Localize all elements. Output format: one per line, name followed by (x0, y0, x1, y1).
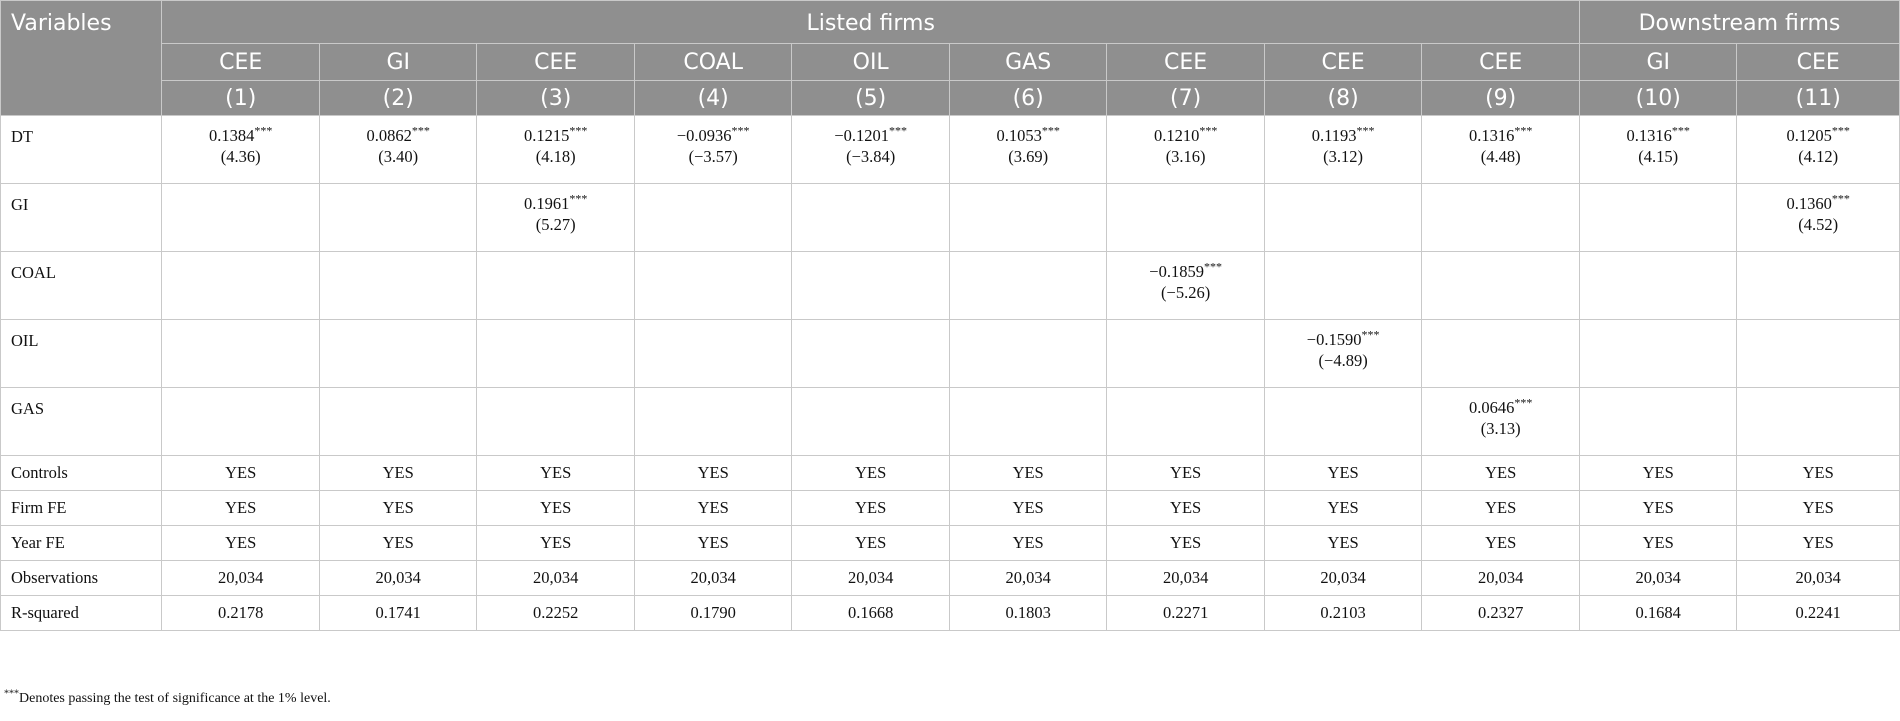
column-number-header: (7) (1107, 81, 1264, 116)
value-cell: YES (634, 456, 791, 491)
dependent-var-header: CEE (1264, 44, 1421, 81)
footnote-text: Denotes passing the test of significance at the 1% level. (19, 691, 331, 706)
row-label: Year FE (1, 526, 162, 561)
header-row-column-numbers (1, 81, 1900, 116)
dependent-var-header: CEE (1107, 44, 1264, 81)
significance-stars: *** (1514, 395, 1533, 410)
coefficient-value: 0.1316 (1468, 126, 1515, 145)
value-cell: YES (1107, 526, 1264, 561)
coefficient-value: 0.0646 (1468, 398, 1515, 417)
group-header-listed: Listed firms (162, 1, 1579, 44)
coefficient-cell (792, 388, 949, 456)
coefficient-estimate (1422, 125, 1579, 146)
value-cell: YES (319, 456, 476, 491)
significance-stars: *** (1831, 123, 1850, 138)
coefficient-cell (162, 320, 319, 388)
coefficient-cell (1107, 252, 1264, 320)
dependent-var-header: CEE (1422, 44, 1580, 81)
column-number-header: (11) (1737, 81, 1900, 116)
coefficient-cell (634, 184, 791, 252)
coefficient-value: 0.1961 (524, 194, 570, 213)
coefficient-cell (319, 320, 476, 388)
coefficient-cell (1579, 252, 1736, 320)
table-footnote (4, 688, 331, 707)
coefficient-cell (1737, 184, 1900, 252)
column-number-header: (1) (162, 81, 319, 116)
coefficient-cell (162, 116, 319, 184)
coefficient-value: −0.1859 (1149, 262, 1204, 281)
value-cell: YES (792, 491, 949, 526)
value-cell: YES (634, 526, 791, 561)
coefficient-cell (1264, 252, 1421, 320)
row-label: OIL (1, 320, 162, 388)
coefficient-cell (1422, 320, 1580, 388)
t-statistic: (3.40) (378, 147, 419, 166)
t-statistic: (3.13) (1480, 419, 1521, 438)
significance-stars: *** (411, 123, 430, 138)
coefficient-estimate (1737, 193, 1899, 214)
significance-stars: *** (889, 123, 907, 138)
value-cell: 20,034 (1579, 561, 1736, 596)
value-cell: YES (1107, 456, 1264, 491)
coefficient-cell (634, 320, 791, 388)
column-number-header: (3) (477, 81, 634, 116)
coefficient-cell (1737, 116, 1900, 184)
t-statistic: (4.48) (1480, 147, 1521, 166)
table-row-controls (1, 456, 1900, 491)
row-label: R-squared (1, 596, 162, 631)
value-cell: YES (949, 456, 1106, 491)
value-cell: 0.1668 (792, 596, 949, 631)
coefficient-estimate (792, 125, 948, 146)
coefficient-cell (1579, 320, 1736, 388)
value-cell: 0.2103 (1264, 596, 1421, 631)
column-number-header: (8) (1264, 81, 1421, 116)
coefficient-cell (319, 116, 476, 184)
coefficient-cell (1737, 252, 1900, 320)
value-cell: YES (319, 526, 476, 561)
coefficient-estimate (950, 125, 1106, 146)
dependent-var-header: OIL (792, 44, 949, 81)
coefficient-estimate (1422, 397, 1579, 418)
value-cell: 20,034 (477, 561, 634, 596)
row-label: Firm FE (1, 491, 162, 526)
coefficient-cell (162, 252, 319, 320)
value-cell: YES (1737, 526, 1900, 561)
t-statistic: (−3.57) (688, 147, 738, 166)
coefficient-value: −0.1201 (834, 126, 889, 145)
table-row-year-fe (1, 526, 1900, 561)
table-row-oil (1, 320, 1900, 388)
value-cell: YES (477, 526, 634, 561)
value-cell: 20,034 (319, 561, 476, 596)
coefficient-value: 0.1053 (996, 126, 1042, 145)
value-cell: YES (1264, 526, 1421, 561)
dependent-var-header: GI (319, 44, 476, 81)
value-cell: YES (1107, 491, 1264, 526)
coefficient-estimate (320, 125, 476, 146)
dependent-var-header: CEE (477, 44, 634, 81)
coefficient-cell (477, 320, 634, 388)
table-row-r-squared (1, 596, 1900, 631)
coefficient-cell (1737, 320, 1900, 388)
row-label: GI (1, 184, 162, 252)
value-cell: 20,034 (162, 561, 319, 596)
value-cell: 0.1741 (319, 596, 476, 631)
coefficient-cell (162, 184, 319, 252)
value-cell: YES (792, 456, 949, 491)
coefficient-value: 0.1205 (1786, 126, 1832, 145)
coefficient-cell (792, 252, 949, 320)
value-cell: YES (162, 491, 319, 526)
value-cell: 0.1790 (634, 596, 791, 631)
value-cell: 20,034 (634, 561, 791, 596)
coefficient-cell (1107, 116, 1264, 184)
coefficient-estimate (1107, 125, 1263, 146)
t-statistic: (4.12) (1798, 147, 1839, 166)
table-row-dt (1, 116, 1900, 184)
value-cell: 0.2178 (162, 596, 319, 631)
table-body (1, 116, 1900, 631)
column-number-header: (4) (634, 81, 791, 116)
column-number-header: (9) (1422, 81, 1580, 116)
coefficient-cell (319, 388, 476, 456)
coefficient-cell (162, 388, 319, 456)
column-number-header: (6) (949, 81, 1106, 116)
coefficient-cell (477, 388, 634, 456)
coefficient-estimate (1580, 125, 1736, 146)
coefficient-cell (477, 116, 634, 184)
t-statistic: (4.36) (220, 147, 261, 166)
value-cell: 0.2252 (477, 596, 634, 631)
value-cell: YES (1264, 491, 1421, 526)
dependent-var-header: COAL (634, 44, 791, 81)
value-cell: 20,034 (1107, 561, 1264, 596)
significance-stars: *** (1514, 123, 1533, 138)
coefficient-cell (1107, 320, 1264, 388)
value-cell: YES (162, 526, 319, 561)
coefficient-value: 0.1384 (209, 126, 255, 145)
coefficient-cell (1422, 184, 1580, 252)
coefficient-cell (1264, 320, 1421, 388)
value-cell: YES (949, 526, 1106, 561)
coefficient-cell (1422, 252, 1580, 320)
value-cell: 0.1684 (1579, 596, 1736, 631)
header-row-dependent-vars (1, 44, 1900, 81)
t-statistic: (4.52) (1798, 215, 1839, 234)
value-cell: YES (1422, 526, 1580, 561)
dependent-var-header: GI (1579, 44, 1736, 81)
value-cell: YES (1579, 456, 1736, 491)
value-cell: YES (319, 491, 476, 526)
value-cell: 20,034 (1264, 561, 1421, 596)
t-statistic: (5.27) (535, 215, 576, 234)
coefficient-value: 0.0862 (366, 126, 412, 145)
significance-stars: *** (254, 123, 273, 138)
value-cell: YES (792, 526, 949, 561)
t-statistic: (3.12) (1323, 147, 1364, 166)
significance-stars: *** (1671, 123, 1690, 138)
coefficient-cell (949, 388, 1106, 456)
significance-stars: *** (1356, 123, 1375, 138)
coefficient-cell (1107, 388, 1264, 456)
group-header-downstream: Downstream firms (1579, 1, 1899, 44)
value-cell: 0.2327 (1422, 596, 1580, 631)
variables-header: Variables (1, 1, 162, 116)
coefficient-estimate (1265, 125, 1421, 146)
coefficient-cell (792, 116, 949, 184)
significance-stars: *** (1831, 191, 1850, 206)
coefficient-cell (477, 184, 634, 252)
coefficient-cell (1579, 184, 1736, 252)
coefficient-value: 0.1210 (1153, 126, 1200, 145)
value-cell: 20,034 (949, 561, 1106, 596)
coefficient-cell (949, 184, 1106, 252)
table-row-observations (1, 561, 1900, 596)
dependent-var-header: CEE (162, 44, 319, 81)
value-cell: YES (477, 456, 634, 491)
coefficient-cell (634, 388, 791, 456)
coefficient-value: 0.1193 (1311, 126, 1357, 145)
coefficient-cell (1579, 116, 1736, 184)
value-cell: YES (634, 491, 791, 526)
value-cell: 20,034 (1422, 561, 1580, 596)
coefficient-cell (1107, 184, 1264, 252)
coefficient-cell (949, 252, 1106, 320)
header-row-groups (1, 1, 1900, 44)
t-statistic: (−3.84) (846, 147, 896, 166)
coefficient-cell (634, 116, 791, 184)
value-cell: YES (1737, 456, 1900, 491)
t-statistic: (3.16) (1165, 147, 1206, 166)
coefficient-estimate (162, 125, 318, 146)
coefficient-estimate (1107, 261, 1263, 282)
value-cell: YES (1579, 491, 1736, 526)
t-statistic: (−5.26) (1161, 283, 1211, 302)
table-row-gas (1, 388, 1900, 456)
coefficient-cell (949, 320, 1106, 388)
coefficient-cell (1422, 116, 1580, 184)
coefficient-cell (477, 252, 634, 320)
significance-stars: *** (731, 123, 750, 138)
significance-stars: *** (569, 191, 588, 206)
value-cell: YES (1422, 456, 1580, 491)
row-label: DT (1, 116, 162, 184)
row-label: Controls (1, 456, 162, 491)
coefficient-estimate (477, 125, 633, 146)
value-cell: 0.2241 (1737, 596, 1900, 631)
coefficient-cell (319, 184, 476, 252)
dependent-var-header: GAS (949, 44, 1106, 81)
coefficient-cell (1264, 116, 1421, 184)
significance-stars: *** (1199, 123, 1218, 138)
dependent-var-header: CEE (1737, 44, 1900, 81)
coefficient-cell (949, 116, 1106, 184)
coefficient-cell (634, 252, 791, 320)
value-cell: YES (1264, 456, 1421, 491)
value-cell: 20,034 (792, 561, 949, 596)
coefficient-estimate (477, 193, 633, 214)
coefficient-value: 0.1360 (1786, 194, 1832, 213)
table-row-coal (1, 252, 1900, 320)
significance-stars: *** (1041, 123, 1060, 138)
t-statistic: (−4.89) (1318, 351, 1368, 370)
column-number-header: (10) (1579, 81, 1736, 116)
coefficient-estimate (635, 125, 791, 146)
coefficient-cell (1264, 388, 1421, 456)
significance-stars: *** (1361, 327, 1380, 342)
value-cell: 20,034 (1737, 561, 1900, 596)
t-statistic: (3.69) (1008, 147, 1049, 166)
t-statistic: (4.18) (535, 147, 576, 166)
coefficient-cell (319, 252, 476, 320)
coefficient-cell (1422, 388, 1580, 456)
significance-stars: *** (1203, 259, 1222, 274)
coefficient-value: −0.1590 (1306, 330, 1362, 349)
column-number-header: (2) (319, 81, 476, 116)
table-header (1, 1, 1900, 116)
coefficient-cell (1737, 388, 1900, 456)
coefficient-value: 0.1316 (1626, 126, 1672, 145)
coefficient-value: 0.1215 (524, 126, 570, 145)
row-label: Observations (1, 561, 162, 596)
coefficient-cell (1264, 184, 1421, 252)
coefficient-value: −0.0936 (676, 126, 732, 145)
column-number-header: (5) (792, 81, 949, 116)
coefficient-estimate (1265, 329, 1421, 350)
value-cell: YES (477, 491, 634, 526)
table-row-gi (1, 184, 1900, 252)
value-cell: YES (162, 456, 319, 491)
coefficient-estimate (1737, 125, 1899, 146)
significance-stars: *** (569, 123, 588, 138)
row-label: GAS (1, 388, 162, 456)
row-label: COAL (1, 252, 162, 320)
t-statistic: (4.15) (1638, 147, 1679, 166)
coefficient-cell (792, 184, 949, 252)
value-cell: YES (949, 491, 1106, 526)
coefficient-cell (1579, 388, 1736, 456)
value-cell: 0.2271 (1107, 596, 1264, 631)
footnote-stars: *** (4, 688, 19, 700)
table-row-firm-fe (1, 491, 1900, 526)
value-cell: 0.1803 (949, 596, 1106, 631)
coefficient-cell (792, 320, 949, 388)
value-cell: YES (1579, 526, 1736, 561)
value-cell: YES (1737, 491, 1900, 526)
value-cell: YES (1422, 491, 1580, 526)
